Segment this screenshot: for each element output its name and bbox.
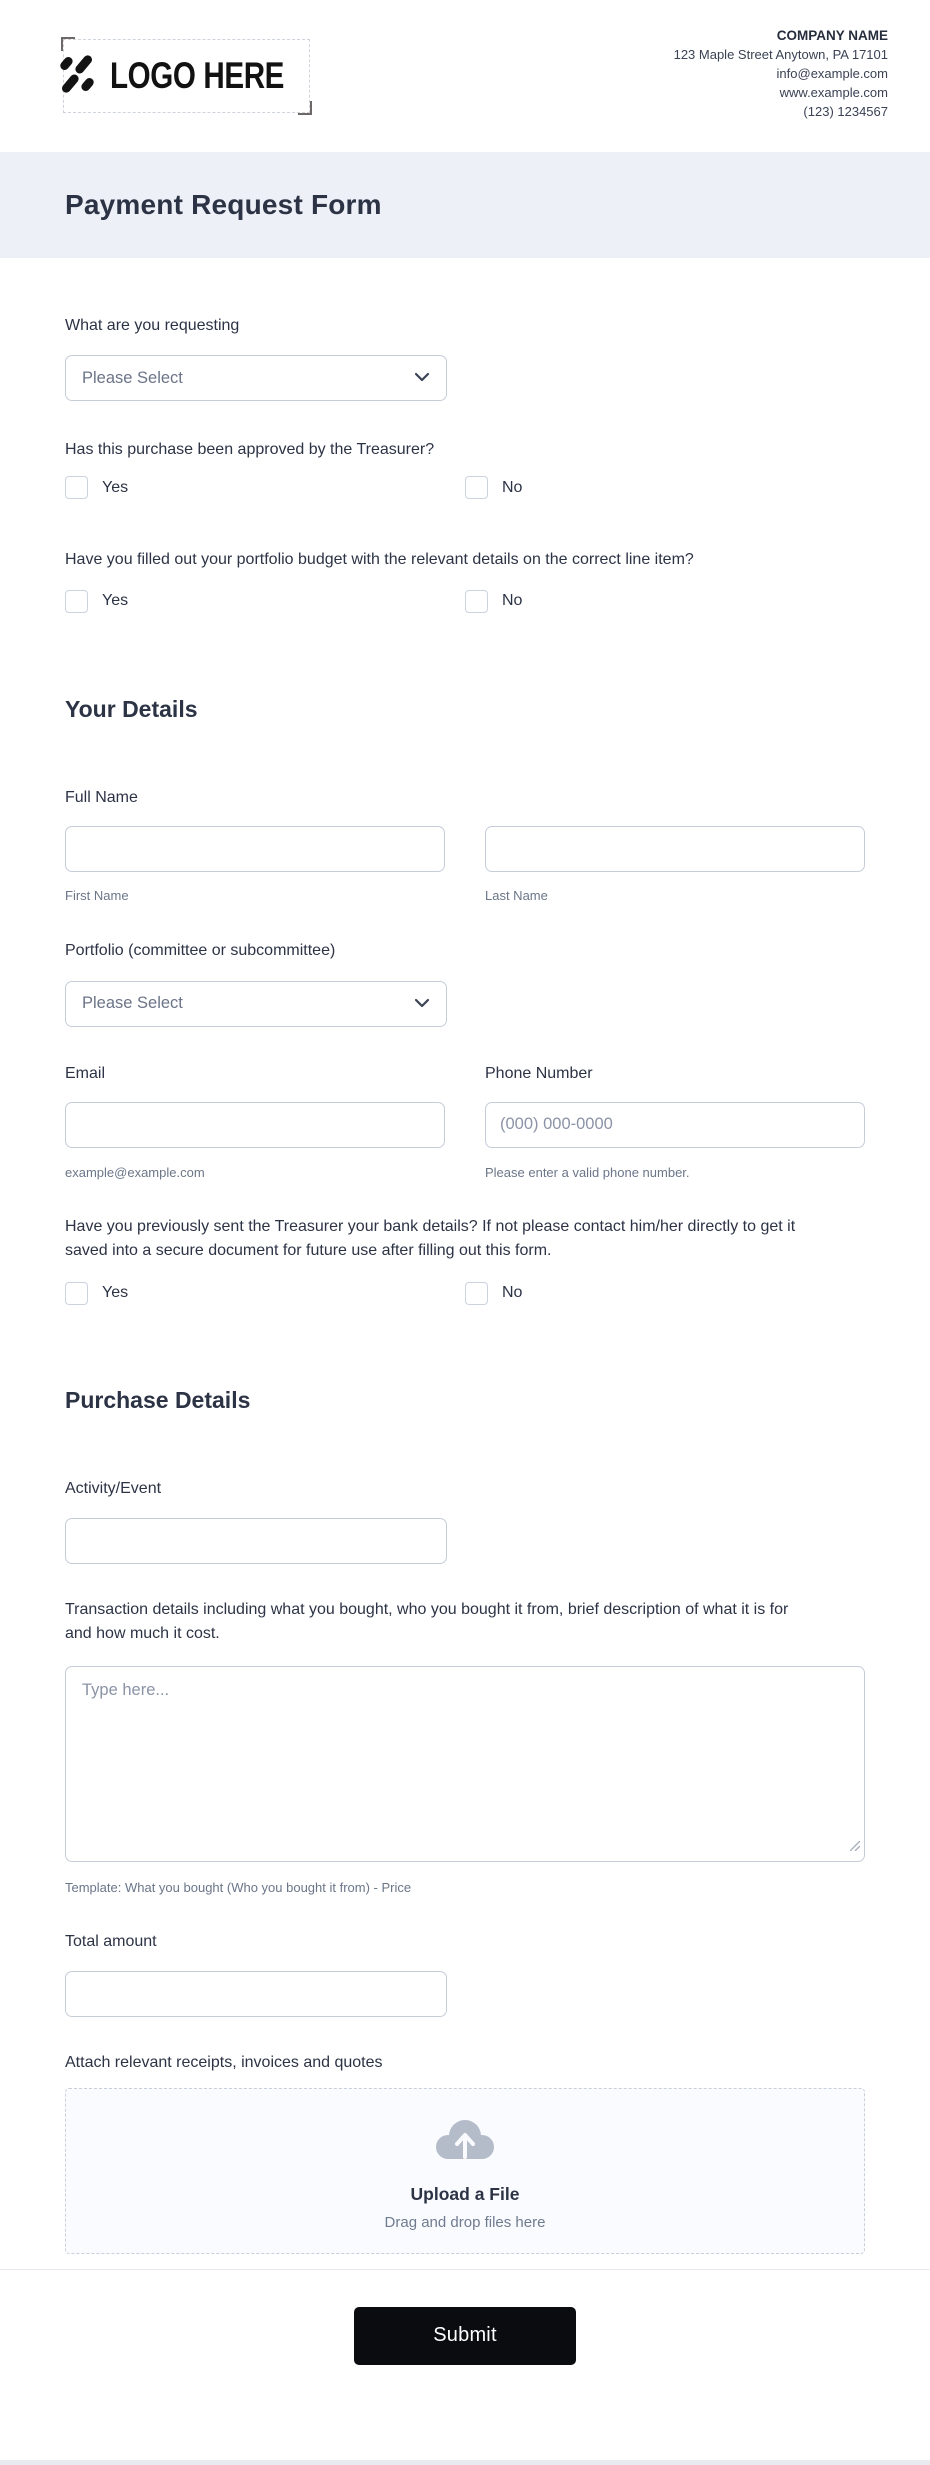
full-name-row [65, 826, 865, 872]
budget-no-option [465, 590, 865, 613]
file-upload-dropzone[interactable] [65, 2088, 865, 2254]
email-sublabel: example@example.com [65, 1164, 205, 1180]
total-amount-input[interactable] [65, 1971, 447, 2017]
bank-no-option [465, 1282, 865, 1305]
company-website: www.example.com [779, 85, 888, 100]
transaction-label: Transaction details including what you bought, who you bought it from, brief description of what it is for and how much it cost. [65, 1600, 789, 1642]
page-bottom-strip [0, 2460, 930, 2465]
approved-yes-checkbox[interactable] [65, 476, 88, 499]
page-title: Payment Request Form [65, 189, 382, 220]
transaction-sublabel: Template: What you bought (Who you bought it from) - Price [65, 1879, 412, 1895]
email-phone-labels [65, 1061, 865, 1086]
phone-label: Phone Number [485, 1064, 593, 1082]
your-details-heading: Your Details [65, 695, 198, 722]
budget-options [65, 590, 865, 613]
company-info [674, 26, 888, 121]
approved-yes-option [65, 476, 465, 499]
upload-title: Upload a File [410, 2183, 520, 2204]
bank-yes-label: Yes [102, 1284, 129, 1301]
budget-yes-label: Yes [102, 592, 129, 609]
requesting-select[interactable] [65, 355, 447, 401]
logo-placeholder [63, 39, 310, 113]
logo-text: LOGO HERE [109, 55, 284, 96]
transaction-textarea[interactable] [65, 1666, 865, 1862]
submit-row [65, 2307, 865, 2365]
portfolio-select[interactable] [65, 981, 447, 1027]
first-name-input[interactable] [65, 826, 445, 872]
form-divider [0, 2269, 930, 2270]
cloud-upload-icon [428, 2116, 502, 2171]
bank-yes-option [65, 1282, 465, 1305]
approved-no-option [465, 476, 865, 499]
portfolio-select-value: Please Select [82, 994, 183, 1012]
corner-bracket-icon [298, 101, 312, 115]
chevron-down-icon [414, 995, 430, 1013]
phone-input[interactable] [485, 1102, 865, 1148]
full-name-label: Full Name [65, 788, 138, 806]
budget-yes-option [65, 590, 465, 613]
requesting-select-value: Please Select [82, 368, 183, 387]
purchase-details-heading: Purchase Details [65, 1386, 251, 1413]
title-banner [0, 152, 930, 258]
approved-options [65, 476, 865, 499]
corner-bracket-icon [61, 37, 75, 51]
email-input[interactable] [65, 1102, 445, 1148]
email-phone-inputs [65, 1102, 865, 1148]
requesting-label: What are you requesting [65, 317, 240, 334]
company-address: 123 Maple Street Anytown, PA 17101 [673, 47, 888, 62]
budget-label: Have you filled out your portfolio budget with the relevant details on the correct line item? [65, 551, 694, 568]
portfolio-label: Portfolio (committee or subcommittee) [65, 941, 336, 959]
company-email: info@example.com [776, 66, 888, 81]
bank-no-checkbox[interactable] [465, 1282, 488, 1305]
company-name: COMPANY NAME [776, 28, 888, 43]
logo-icon [54, 51, 100, 102]
last-name-input[interactable] [485, 826, 865, 872]
company-phone: (123) 1234567 [803, 104, 888, 119]
bank-options [65, 1282, 865, 1305]
phone-sublabel: Please enter a valid phone number. [485, 1164, 690, 1180]
attach-label: Attach relevant receipts, invoices and quotes [65, 2053, 383, 2071]
submit-button[interactable]: Submit [354, 2307, 576, 2365]
budget-no-checkbox[interactable] [465, 590, 488, 613]
full-name-sublabels [65, 888, 865, 904]
bank-label: Have you previously sent the Treasurer your bank details? If not please contact him/her directly to get it saved into a secure document for future use after filling out this form. [65, 1217, 796, 1259]
activity-label: Activity/Event [65, 1479, 162, 1497]
approved-no-checkbox[interactable] [465, 476, 488, 499]
email-label: Email [65, 1064, 106, 1082]
last-name-sublabel: Last Name [485, 887, 548, 903]
approved-no-label: No [502, 478, 523, 496]
bank-no-label: No [502, 1284, 523, 1301]
bank-yes-checkbox[interactable] [65, 1282, 88, 1305]
upload-subtitle: Drag and drop files here [384, 2213, 546, 2231]
total-amount-label: Total amount [65, 1932, 157, 1950]
first-name-sublabel: First Name [65, 887, 129, 903]
approved-yes-label: Yes [102, 478, 129, 496]
email-phone-sublabels [65, 1165, 865, 1181]
approved-label: Has this purchase been approved by the Treasurer? [65, 441, 435, 458]
budget-no-label: No [502, 592, 523, 609]
chevron-down-icon [414, 369, 430, 387]
activity-input[interactable] [65, 1518, 447, 1564]
budget-yes-checkbox[interactable] [65, 590, 88, 613]
form-body [0, 313, 930, 2365]
header [0, 0, 930, 152]
